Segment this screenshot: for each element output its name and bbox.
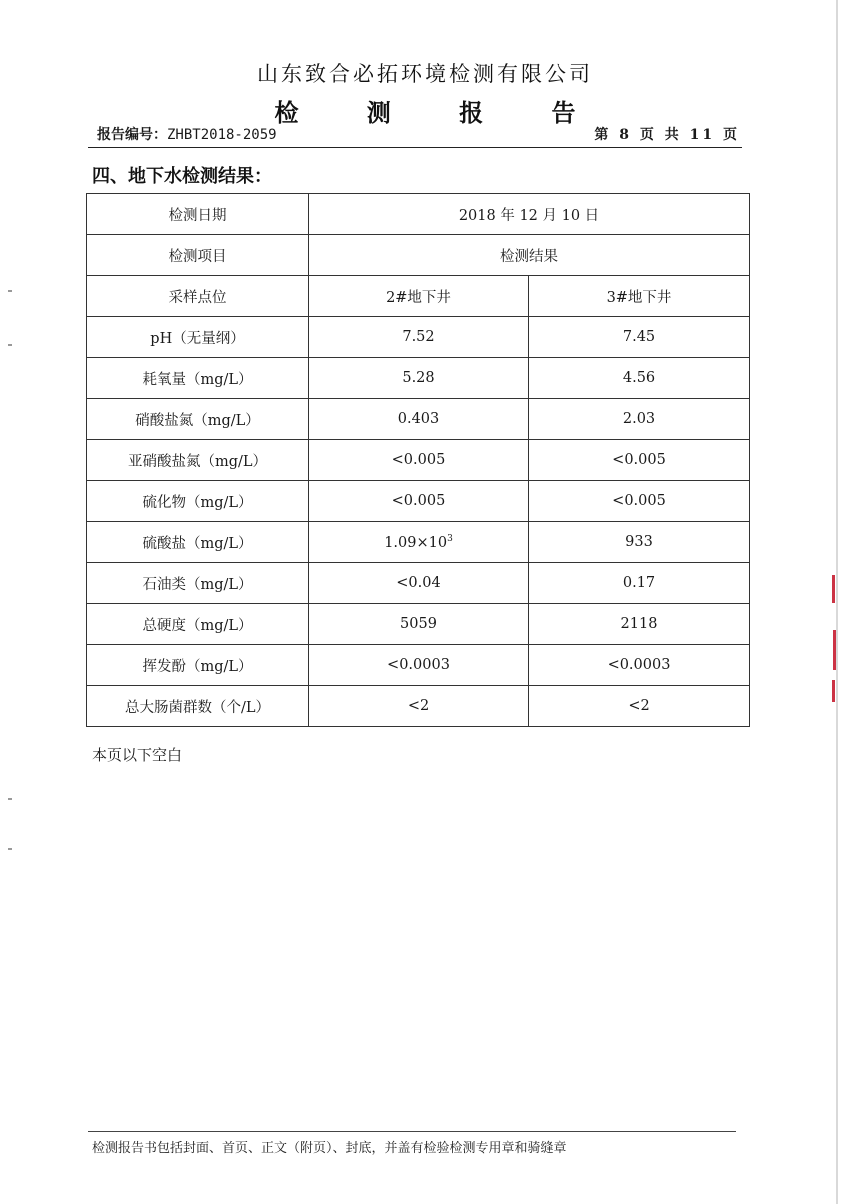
site-2-value: <0.005 — [529, 481, 750, 522]
page-info: 第 8 页 共 11 页 — [594, 127, 740, 143]
footer-divider — [88, 1131, 736, 1132]
site-2-value: <0.005 — [529, 440, 750, 481]
parameter-name: 耗氧量（mg/L） — [87, 358, 309, 399]
site-2-value: 2118 — [529, 604, 750, 645]
site-2-value: 7.45 — [529, 317, 750, 358]
table-row — [87, 399, 750, 440]
parameter-name: 挥发酚（mg/L） — [87, 645, 309, 686]
date-label: 检测日期 — [87, 194, 309, 235]
table-row — [87, 686, 750, 727]
site-2-value: <0.0003 — [529, 645, 750, 686]
site-1-value: 0.403 — [309, 399, 529, 440]
table-row-sites — [87, 276, 750, 317]
site-1: 2#地下井 — [309, 276, 529, 317]
site-2-value: 4.56 — [529, 358, 750, 399]
site-2-value: 2.03 — [529, 399, 750, 440]
scan-dot — [8, 290, 12, 292]
result-header: 检测结果 — [309, 235, 750, 276]
seal-fragment — [832, 575, 835, 603]
site-1-value: <2 — [309, 686, 529, 727]
parameter-name: 总大肠菌群数（个/L） — [87, 686, 309, 727]
section-heading: 四、地下水检测结果： — [92, 166, 272, 187]
blank-page-note: 本页以下空白 — [92, 746, 183, 764]
date-value: 2018 年 12 月 10 日 — [309, 194, 750, 235]
table-row — [87, 604, 750, 645]
site-1-value: 5059 — [309, 604, 529, 645]
header-divider — [88, 147, 742, 148]
parameter-name: 石油类（mg/L） — [87, 563, 309, 604]
table-row — [87, 645, 750, 686]
site-2: 3#地下井 — [529, 276, 750, 317]
parameter-name: 硫化物（mg/L） — [87, 481, 309, 522]
scan-edge-line — [836, 0, 838, 1204]
value-exponent: 3 — [447, 533, 453, 544]
parameter-name: 硝酸盐氮（mg/L） — [87, 399, 309, 440]
seal-fragment — [833, 630, 836, 670]
site-label: 采样点位 — [87, 276, 309, 317]
scan-dot — [8, 798, 12, 800]
table-row — [87, 522, 750, 563]
scan-dot — [8, 344, 12, 346]
results-table — [86, 193, 750, 727]
table-row — [87, 563, 750, 604]
company-name: 山东致合必拓环境检测有限公司 — [257, 62, 593, 86]
table-row-date — [87, 194, 750, 235]
scan-dot — [8, 848, 12, 850]
parameter-name: pH（无量纲） — [87, 317, 309, 358]
item-header: 检测项目 — [87, 235, 309, 276]
site-1-value: <0.0003 — [309, 645, 529, 686]
table-row — [87, 358, 750, 399]
table-row — [87, 481, 750, 522]
seal-fragment — [832, 680, 835, 702]
report-title: 检 测 报 告 — [274, 98, 606, 127]
site-2-value: <2 — [529, 686, 750, 727]
site-2-value: 933 — [529, 522, 750, 563]
report-number — [97, 124, 277, 144]
value-base: 1.09×10 — [384, 534, 448, 551]
table-row-header — [87, 235, 750, 276]
parameter-name: 硫酸盐（mg/L） — [87, 522, 309, 563]
report-number-label: 报告编号： — [97, 127, 167, 143]
site-1-value: <0.005 — [309, 481, 529, 522]
report-number-value: ZHBT2018-2059 — [167, 127, 277, 143]
parameter-name: 亚硝酸盐氮（mg/L） — [87, 440, 309, 481]
site-1-value: <0.04 — [309, 563, 529, 604]
table-row — [87, 440, 750, 481]
parameter-name: 总硬度（mg/L） — [87, 604, 309, 645]
site-2-value: 0.17 — [529, 563, 750, 604]
table-row — [87, 317, 750, 358]
site-1-value: <0.005 — [309, 440, 529, 481]
footer-statement: 检测报告书包括封面、首页、正文（附页）、封底，并盖有检验检测专用章和骑缝章 — [92, 1141, 567, 1156]
site-1-value — [309, 522, 529, 563]
site-1-value: 5.28 — [309, 358, 529, 399]
site-1-value: 7.52 — [309, 317, 529, 358]
